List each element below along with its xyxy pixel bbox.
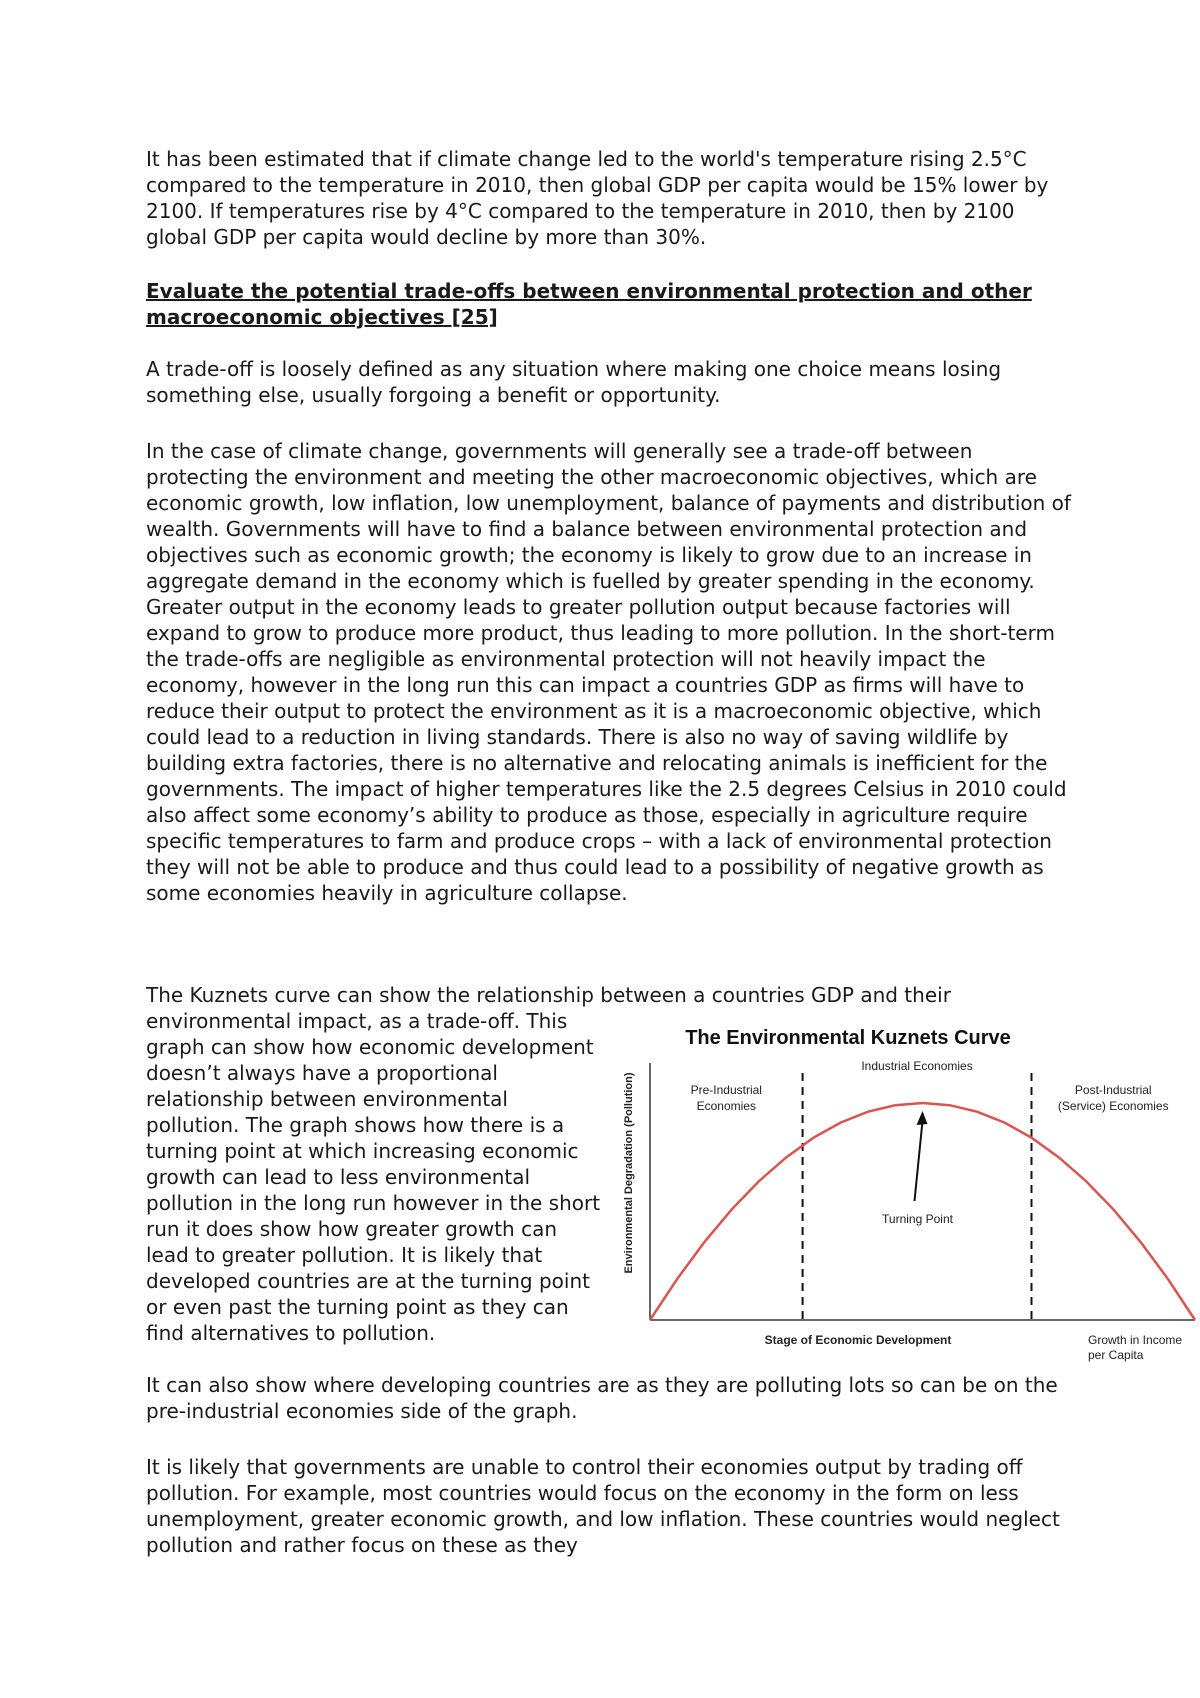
region-label-1-line-2: Economies — [696, 1099, 756, 1113]
x-axis-right-label-line1: Growth in Income — [1088, 1333, 1183, 1347]
turning-point-arrowhead — [917, 1111, 928, 1125]
y-axis-label: Environmental Degradation (Pollution) — [623, 1072, 635, 1274]
region-label-3-line-1: Post-Industrial — [1074, 1083, 1152, 1097]
x-axis-label: Stage of Economic Development — [764, 1333, 952, 1347]
region-label-2-line-1: Industrial Economies — [861, 1059, 973, 1073]
intro-paragraph: It has been estimated that if climate change led to the world's temperature rising 2.5°C compared to the temperature in 2010, then global GDP per capita would be 15% lower by 2100. If temperatures rise by 4°C compared to the temperature in 2010, then by 2100 global GDP per capita would decline by more than 30%. — [146, 147, 1049, 249]
governments-paragraph: It is likely that governments are unable to control their economies output by trading off pollution. For example, most countries would focus on the economy in the form on less unemployment, greater economic growth, and low inflation. These countries would neglect pollution and rather focus on these as they — [146, 1455, 1060, 1557]
turning-point-arrow — [915, 1121, 923, 1201]
turning-point-label: Turning Point — [882, 1212, 953, 1226]
climate-paragraph: In the case of climate change, governments will generally see a trade-off between protecting the environment and meeting the other macroeconomic objectives, which are economic growth, low inflation, low unemployment, balance of payments and distribution of wealth. Governments will have to find a balance between environmental protection and objectives such as economic growth; the economy is likely to grow due to an increase in aggregate demand in the economy which is fuelled by greater spending in the economy. Greater output in the economy leads to greater pollution output because factories will expand to grow to produce more product, thus leading to more pollution. In the short-term the trade-offs are negligible as environmental protection will not heavily impact the economy, however in the long run this can impact a countries GDP as firms will have to reduce their output to protect the environment as it is a macroeconomic objective, which could lead to a reduction in living standards. There is also no way of saving wildlife by building extra factories, there is no alternative and relocating animals is inefficient for the governments. The impact of higher temperatures like the 2.5 degrees Celsius in 2010 could also affect some economy’s ability to produce as those, especially in agriculture require specific temperatures to farm and produce crops – with a lack of environmental protection they will not be able to produce and thus could lead to a possibility of negative growth as some economies heavily in agriculture collapse. — [146, 439, 1071, 905]
region-label-3-line-2: (Service) Economies — [1057, 1099, 1169, 1113]
chart-title: The Environmental Kuznets Curve — [685, 1027, 1011, 1049]
definition-paragraph: A trade-off is loosely defined as any situation where making one choice means losing something else, usually forgoing a benefit or opportunity. — [146, 357, 1002, 407]
x-axis-right-label-line2: per Capita — [1088, 1348, 1144, 1362]
kuznets-chart — [618, 1018, 1200, 1373]
question-heading: Evaluate the potential trade-offs between environmental protection and other macroeconomic objectives [25] — [146, 279, 1032, 329]
kuznets-wrapped-paragraph: environmental impact, as a trade-off. This graph can show how economic development doesn’t always have a proportional relationship between environmental pollution. The graph shows how there is a turning point at which increasing economic growth can lead to less environmental pollution in the long run however in the short run it does show how greater growth can lead to greater pollution. It is likely that developed countries are at the turning point or even past the turning point as they can find alternatives to pollution. — [146, 1009, 601, 1345]
developing-countries-paragraph: It can also show where developing countries are as they are polluting lots so can be on the pre-industrial economies side of the graph. — [146, 1373, 1058, 1423]
region-label-1-line-1: Pre-Industrial — [690, 1083, 762, 1097]
kuznets-intro-line: The Kuznets curve can show the relationship between a countries GDP and their — [146, 983, 951, 1007]
